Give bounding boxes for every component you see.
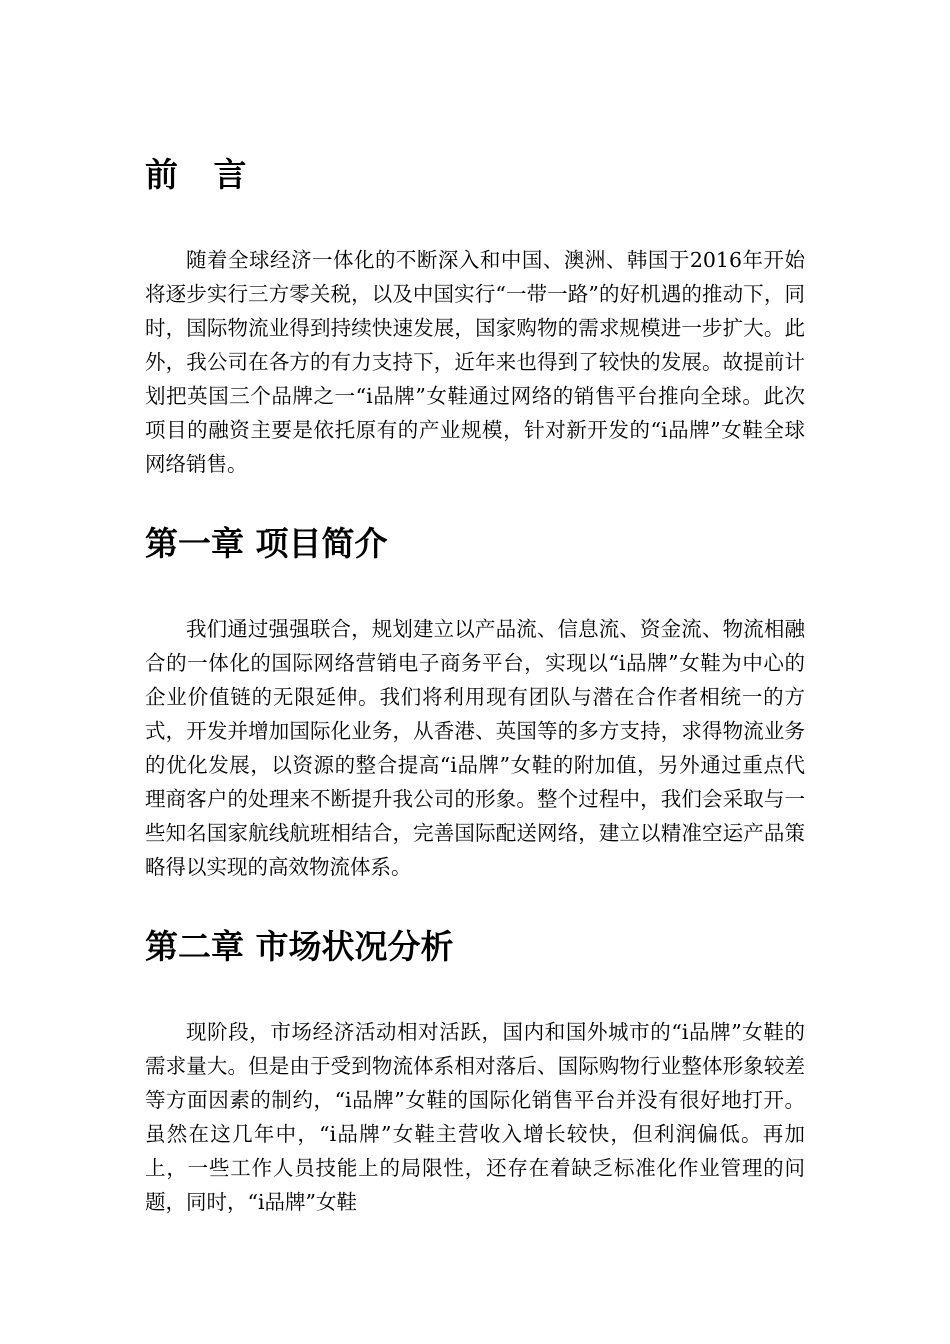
spacer [145, 200, 805, 243]
chapter-2-heading: 第二章 市场状况分析 [145, 927, 454, 966]
chapter-1-heading: 第一章 项目简介 [145, 524, 388, 563]
chapter-2-paragraph: 现阶段，市场经济活动相对活跃，国内和国外城市的“i品牌”女鞋的需求量大。但是由于受到物流体系相对落后、国际购物行业整体形象较差等方面因素的制约，“i品牌”女鞋的国际化销售平台并没有很好地打开。虽然在这几年中，“i品牌”女鞋主营收入增长较快，但利润偏低。再加上，一些工作人员技能上的局限性，还存在着缺乏标准化作业管理的问题，同时，“i品牌”女鞋 [145, 1020, 805, 1214]
document-page [145, 150, 805, 1219]
preface-paragraph: 随着全球经济一体化的不断深入和中国、澳洲、韩国于2016年开始将逐步实行三方零关税，以及中国实行“一带一路”的好机遇的推动下，同时，国际物流业得到持续快速发展，国家购物的需求规模进一步扩大。此外，我公司在各方的有力支持下，近年来也得到了较快的发展。故提前计划把英国三个品牌之一“i品牌”女鞋通过网络的销售平台推向全球。此次项目的融资主要是依托原有的产业规模，针对新开发的“i品牌”女鞋全球网络销售。 [145, 248, 805, 476]
preface-heading: 前 言 [145, 155, 259, 194]
chapter-1-paragraph: 我们通过强强联合，规划建立以产品流、信息流、资金流、物流相融合的一体化的国际网络营销电子商务平台，实现以“i品牌”女鞋为中心的企业价值链的无限延伸。我们将利用现有团队与潜在合作者相统一的方式，开发并增加国际化业务，从香港、英国等的多方支持，求得物流业务的优化发展，以资源的整合提高“i品牌”女鞋的附加值，另外通过重点代理商客户的处理来不断提升我公司的形象。整个过程中，我们会采取与一些知名国家航线航班相结合，完善国际配送网络，建立以精准空运产品策略得以实现的高效物流体系。 [145, 617, 805, 879]
spacer [145, 972, 805, 1015]
spacer [145, 481, 805, 519]
spacer [145, 569, 805, 612]
spacer [145, 884, 805, 922]
